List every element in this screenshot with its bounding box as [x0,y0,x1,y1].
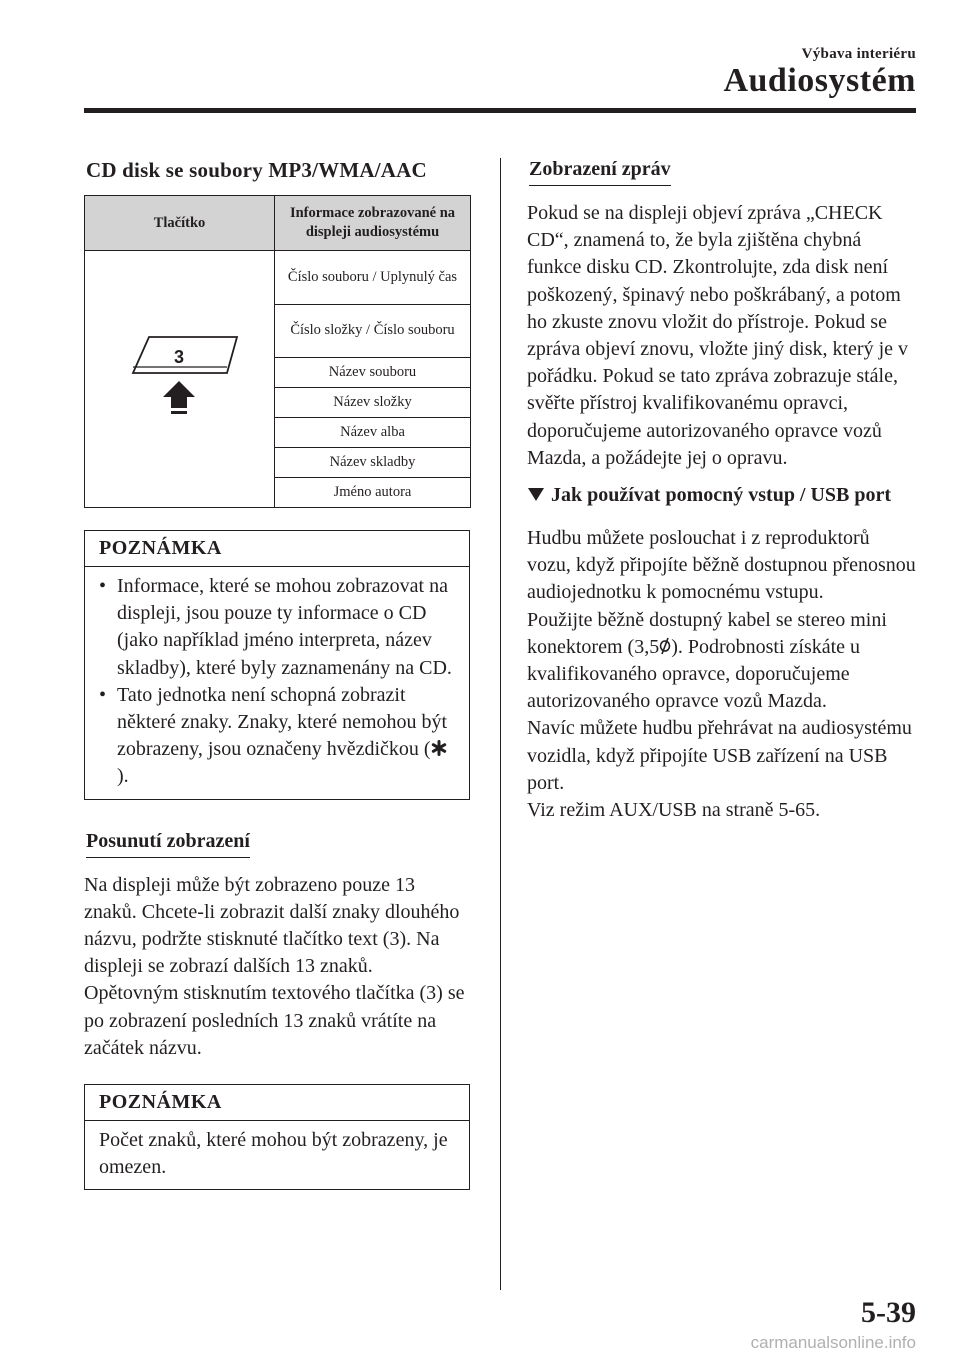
note-heading: POZNÁMKA [85,531,469,567]
table-header-info: Informace zobrazované na displeji audiosystému [275,196,471,251]
messages-text: Pokud se na displeji objeví zpráva „CHECK CD“, znamená to, že byla zjištěna chybná funkce disku CD. Zkontrolujte, zda disk není poškozený, špinavý nebo poškrábaný, a potom ho zkuste znovu vložit do přístroje. Pokud se zpráva objeví znovu, vložte jiný disk, který je v pořádku. Pokud se tato zpráva zobrazuje stále, svěřte přístroj kvalifikovanému opravci, doporučujeme autorizovaného opravce vozů Mazda, a požádejte jej o opravu. [527,202,909,469]
page-title: Audiosystém [723,62,916,99]
aux-heading: Jak používat pomocný vstup / USB port [527,482,917,511]
note-box-2 [84,1084,470,1190]
aux-paragraph: Navíc můžete hudbu přehrávat na audiosystému vozidla, když připojíte USB zařízení na USB port. [527,717,912,794]
aux-paragraph: Použijte běžně dostupný kabel se stereo mini konektorem (3,5 ). Podrobnosti získáte u kvalifikovaného opravce, doporučujeme autorizovaného opravce vozů Mazda. [527,608,887,713]
triangle-marker-icon [527,482,551,511]
right-column [527,158,917,824]
aux-paragraph: Viz režim AUX/USB na straně 5-65. [527,799,821,822]
table-header-button: Tlačítko [85,196,275,251]
note-box-1 [84,530,470,800]
aux-paragraph: Hudbu můžete poslouchat i z reproduktorů vozu, když připojíte běžně dostupnou přenosnou audiojednotku k pomocnému vstupu. [527,527,916,604]
section-label: Výbava interiéru [801,46,916,62]
header-rule [84,108,916,113]
watermark: carmanualsonline.info [750,1333,916,1352]
bullet-dot-icon: • [99,575,107,597]
button-number-label: 3 [173,347,185,367]
scroll-heading: Posunutí zobrazení [86,830,250,858]
page-number: 5-39 [861,1296,916,1329]
note-heading: POZNÁMKA [85,1085,469,1121]
note-bullet: • Informace, které se mohou zobrazovat na displeji, jsou pouze ty informace o CD (jako například jméno interpreta, název skladby), které byly zaznamenány na CD. [99,573,455,682]
info-table [84,195,471,508]
table-row: Číslo složky / Číslo souboru [275,304,471,358]
cd-section-title: CD disk se soubory MP3/WMA/AAC [86,158,427,182]
table-row: Název složky [275,388,471,418]
bullet-dot-icon: • [99,683,107,706]
text-button-icon [91,256,281,496]
table-row: Název alba [275,418,471,448]
messages-heading: Zobrazení zpráv [529,158,671,186]
asterisk-icon [431,740,447,756]
table-row: Název skladby [275,448,471,478]
table-row: Jméno autora [275,478,471,508]
left-column [84,158,470,1190]
note-text: Počet znaků, které mohou být zobrazeny, je omezen. [99,1129,448,1179]
column-divider [500,158,501,1290]
table-row: Název souboru [275,358,471,388]
scroll-text: Na displeji může být zobrazeno pouze 13 znaků. Chcete-li zobrazit další znaky dlouhého názvu, podržte stisknuté tlačítko text (3). Na displeji se zobrazí dalších 13 znaků. Opětovným stisknutím textového tlačítka (3) se po zobrazení posledních 13 znaků vrátíte na začátek názvu. [84,873,465,1059]
diameter-icon [659,636,671,656]
note-bullet: • Tato jednotka není schopná zobrazit některé znaky. Znaky, které nemohou být zobrazeny, jsou označeny hvězdičkou (). [99,682,455,791]
button-illustration-cell [85,251,275,508]
table-row: Číslo souboru / Uplynulý čas [275,251,471,305]
